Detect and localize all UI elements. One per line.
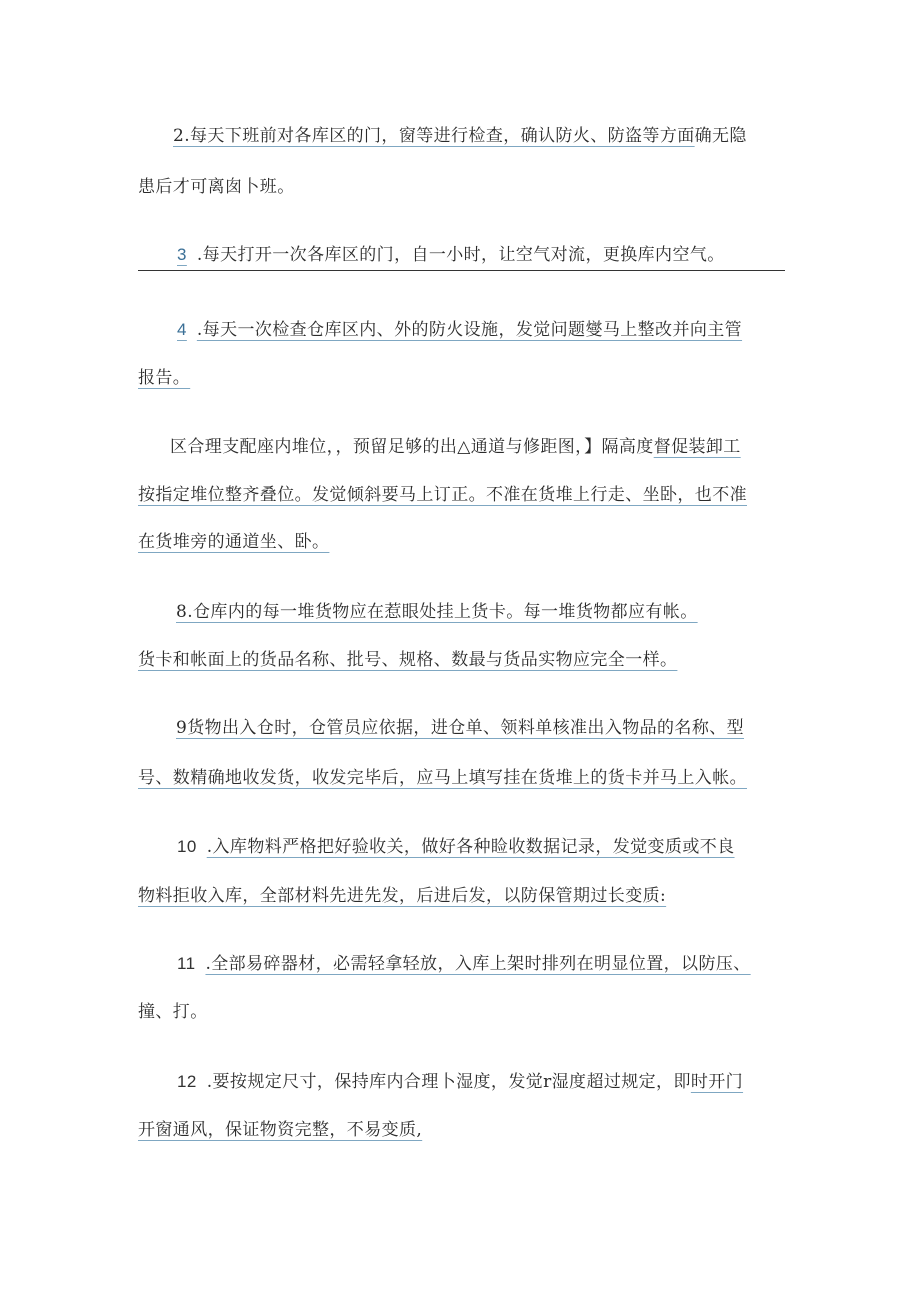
item-10-text-cont: 物料拒收入库，全部材料先进先发，后进后发，以防保管期过长变质: [138,886,667,906]
item-5-line-1 [170,435,741,459]
item-4-text: .每天一次检查仓库区内、外的防火设施，发觉问题燮马上整改并向主管 [196,320,743,340]
item-12-text: .要按规定尺寸，保持库内合理卜湿度，发觉r湿度超过规定，即 [206,1072,691,1092]
item-12-text-cont: 开窗通风，保证物资完整，不易变质, [138,1120,423,1140]
item-10-text: .入库物料严格把好验收关，做好各种睑收数据记录，发觉变质或不良 [206,837,735,857]
item-10-number: 10 [177,837,197,856]
item-9-text: 9货物出入仓时，仓管员应依据，进仓单、领料单核准出入物品的名称、型 [176,718,745,738]
item-9-line-1 [176,716,744,740]
item-2-line-2 [138,175,295,199]
item-12-line-1 [177,1070,743,1094]
item-11-line-1 [177,952,751,976]
item-4-line-1 [177,318,742,342]
item-8-text: 8.仓库内的每一堆货物应在惹眼处挂上货卡。每一堆货物都应有帐。 [176,602,698,622]
item-12-line-2 [138,1118,422,1142]
item-4-line-2 [138,366,190,390]
horizontal-rule [138,270,785,271]
item-2-text-tail: 确无隐 [694,126,747,146]
item-9-line-2 [138,766,747,790]
item-5-text-cont: 按指定堆位整齐叠位。发觉倾斜要马上订正。不准在货堆上行走、坐卧，也不准 [138,485,747,505]
item-5-text: 区合理支配座内堆位，，预留足够的出△通道与修距图，】隔高度 [170,437,654,457]
item-4-text-cont: 报告。 [138,368,191,388]
item-3-text: .每天打开一次各库区的门，自一小时，让空气对流，更换库内空气。 [196,245,725,265]
item-2-text: 2.每天下班前对各库区的门，窗等进行检查，确认防火、防盗等方面 [173,126,695,146]
item-8-line-2 [138,648,677,672]
item-5-line-2 [138,483,747,507]
item-2-text-cont: 患后才可离囱卜班。 [138,177,295,197]
item-11-text: .全部易碎器材，必需轻拿轻放，入库上架时排列在明显位置，以防压、 [205,954,751,974]
item-9-text-cont: 号、数精确地收发货，收发完毕后，应马上填写挂在货堆上的货卡并马上入帐。 [138,768,747,788]
item-12-text-tail: 时开门 [690,1072,744,1092]
item-11-number: 11 [177,954,196,973]
item-3-line-1 [177,243,725,267]
item-8-text-cont: 货卡和帐面上的货品名称、批号、规格、数最与货品实物应完全一样。 [138,650,678,670]
item-12-number: 12 [177,1072,197,1091]
item-8-line-1 [176,600,698,624]
item-10-line-1 [177,835,735,859]
item-5-text-tail: 督促装卸工 [653,437,741,457]
item-5-line-3 [138,530,329,554]
item-2-line-1 [173,124,747,148]
item-11-text-cont: 撞、打。 [138,1002,208,1022]
item-3-number: 3 [177,245,187,264]
item-10-line-2 [138,884,666,908]
item-4-number: 4 [177,320,187,339]
item-11-line-2 [138,1000,208,1024]
item-5-text-cont-2: 在货堆旁的通道坐、卧。 [138,532,330,552]
